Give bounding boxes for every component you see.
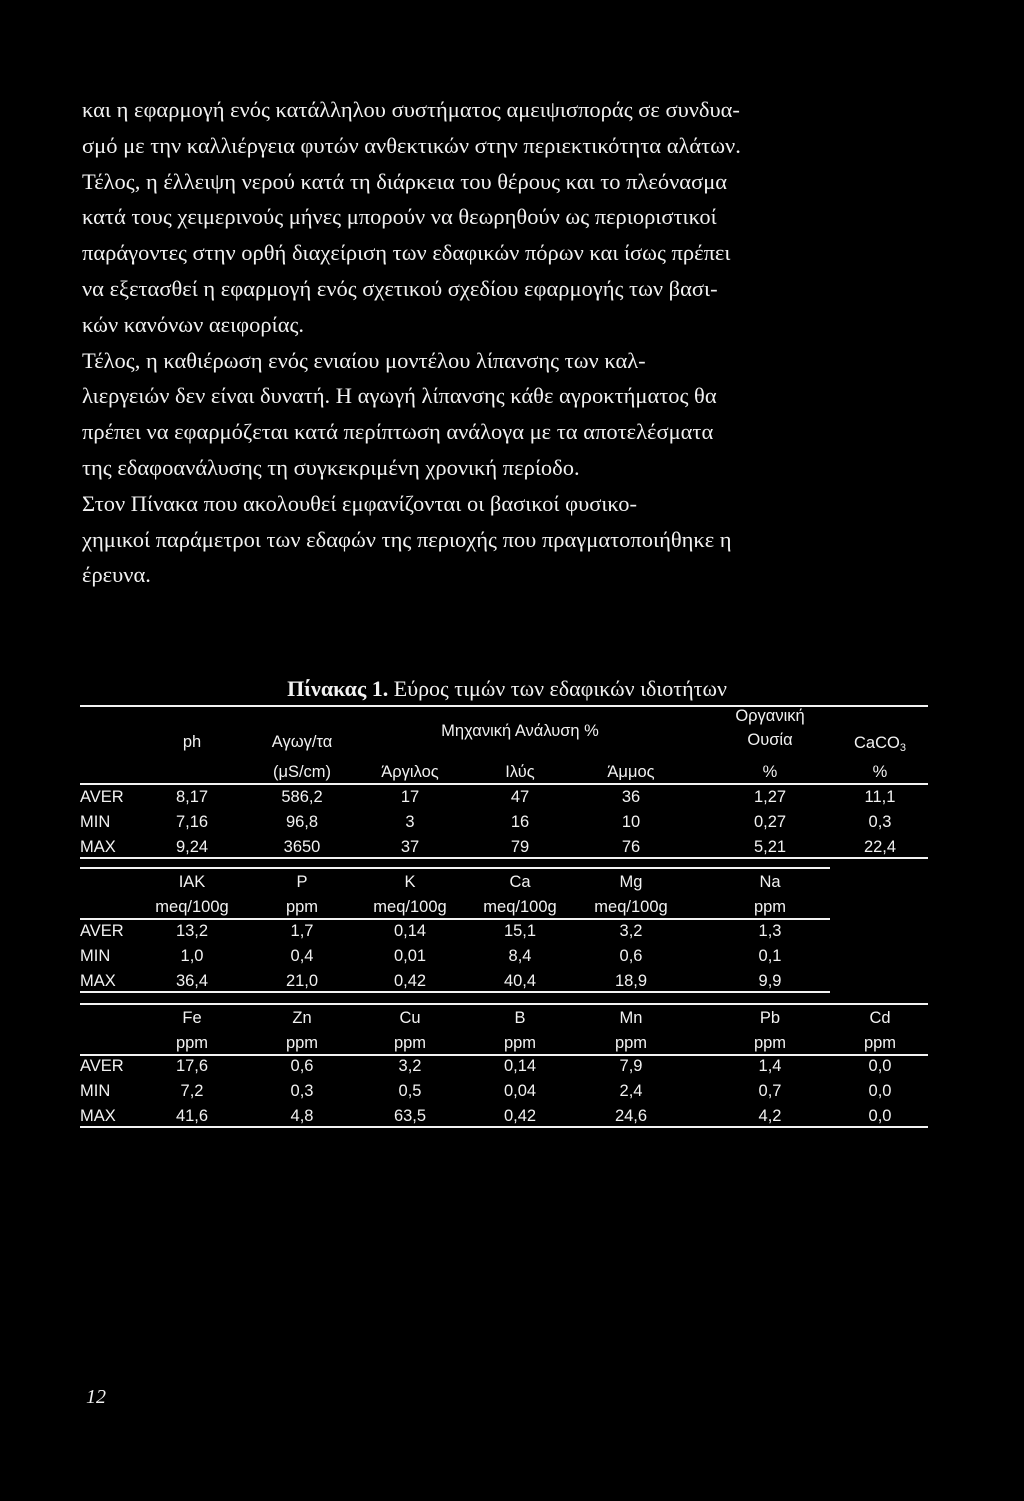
header-element: Mn	[619, 1009, 643, 1027]
table-cell: 586,2	[281, 788, 323, 806]
table-cell: 0,5	[398, 1082, 422, 1100]
table-cell: 1,3	[758, 922, 782, 940]
header-element: Na	[759, 873, 781, 891]
table-cell: 2,4	[619, 1082, 643, 1100]
table-cell: 76	[621, 838, 641, 856]
table-cell: 0,6	[619, 947, 643, 965]
table-cell: 0,27	[753, 813, 787, 831]
table1-bottom-rule	[80, 857, 928, 859]
table2-top-rule	[80, 867, 830, 869]
header-unit: ppm	[753, 898, 787, 916]
table-caption-label: Πίνακας 1.	[287, 676, 389, 701]
header-unit: meq/100g	[483, 898, 557, 916]
table-cell: 47	[510, 788, 530, 806]
table-cell: 0,3	[290, 1082, 314, 1100]
header-element: Mg	[619, 873, 643, 891]
table-cell: 7,16	[175, 813, 209, 831]
table-cell: 11,1	[864, 788, 896, 806]
table-cell: 3,2	[619, 922, 643, 940]
table-cell: 96,8	[285, 813, 319, 831]
header-caco3-sub: 3	[899, 742, 906, 754]
header-unit: meq/100g	[155, 898, 229, 916]
header-element: P	[296, 873, 308, 891]
table-cell: 18,9	[614, 972, 648, 990]
row-label: MAX	[80, 972, 116, 990]
table-cell: 9,9	[758, 972, 782, 990]
table-cell: 13,2	[175, 922, 209, 940]
header-element: Ca	[509, 873, 531, 891]
header-organic-line2: Ουσία	[747, 731, 793, 749]
table-cell: 37	[400, 838, 420, 856]
table-cell: 0,42	[503, 1107, 537, 1125]
table-cell: 7,2	[180, 1082, 204, 1100]
page-number: 12	[86, 1386, 106, 1408]
table-cell: 17	[400, 788, 420, 806]
table-cell: 0,7	[758, 1082, 782, 1100]
table-cell: 4,8	[290, 1107, 314, 1125]
header-caco3	[854, 733, 906, 758]
table-cell: 3	[405, 813, 415, 831]
row-label: MAX	[80, 838, 116, 856]
table-cell: 36	[621, 788, 641, 806]
header-caco3-base: CaCO	[854, 734, 900, 752]
header-unit: meq/100g	[594, 898, 668, 916]
paragraph-2: Τέλος, η καθιέρωση ενός ενιαίου μοντέλου λίπανσης των καλ- λιεργειών δεν είναι δυνατή. Η αγωγή λίπανσης κάθε αγροκτήματος θα πρέπει να εφαρμόζεται κατά περίπτωση ανάλογα με τα αποτελέσματα της εδαφοανάλυσης τη συγκεκριμένη χρονική περίοδο.	[82, 347, 717, 480]
table2-bottom-rule	[80, 991, 830, 993]
table-cell: 0,01	[393, 947, 427, 965]
table-cell: 0,42	[393, 972, 427, 990]
table-cell: 1,7	[290, 922, 314, 940]
header-mechanical-analysis: Μηχανική Ανάλυση %	[441, 722, 599, 740]
header-element: Zn	[292, 1009, 312, 1027]
header-element: B	[514, 1009, 526, 1027]
table1-header-rule	[80, 783, 928, 785]
table-cell: 1,27	[753, 788, 787, 806]
header-unit: ppm	[863, 1034, 897, 1052]
header-unit: ppm	[614, 1034, 648, 1052]
table-cell: 0,1	[758, 947, 782, 965]
table-cell: 9,24	[175, 838, 209, 856]
header-organic-line1: Οργανική	[735, 707, 805, 725]
table-cell: 8,17	[175, 788, 209, 806]
header-unit: ppm	[175, 1034, 209, 1052]
header-unit: ppm	[503, 1034, 537, 1052]
header-unit: ppm	[393, 1034, 427, 1052]
table-cell: 1,4	[758, 1057, 782, 1075]
table-cell: 79	[510, 838, 530, 856]
table2-header-rule	[80, 918, 830, 920]
body-text	[82, 92, 920, 593]
table-cell: 5,21	[753, 838, 787, 856]
table-cell: 0,14	[393, 922, 427, 940]
row-label: MIN	[80, 947, 111, 965]
header-unit: Άργιλος	[381, 763, 439, 781]
row-label: AVER	[80, 1057, 124, 1075]
header-element: K	[404, 873, 416, 891]
header-unit: %	[762, 763, 778, 781]
table-cell: 63,5	[393, 1107, 427, 1125]
header-element: IAK	[178, 873, 206, 891]
table-cell: 24,6	[614, 1107, 648, 1125]
row-label: MIN	[80, 813, 111, 831]
header-element: Fe	[182, 1009, 202, 1027]
header-unit: ppm	[285, 898, 319, 916]
table-cell: 3650	[283, 838, 321, 856]
header-ph: ph	[182, 733, 202, 751]
table-cell: 36,4	[175, 972, 209, 990]
table-cell: 15,1	[503, 922, 537, 940]
table-cell: 17,6	[175, 1057, 209, 1075]
table-cell: 41,6	[175, 1107, 209, 1125]
table3-bottom-rule	[80, 1126, 928, 1128]
header-element: Pb	[759, 1009, 781, 1027]
header-unit: Άμμος	[607, 763, 655, 781]
table-cell: 0,0	[868, 1057, 892, 1075]
table-cell: 21,0	[285, 972, 319, 990]
header-element: Cd	[869, 1009, 891, 1027]
table-cell: 0,4	[290, 947, 314, 965]
table-cell: 0,14	[503, 1057, 537, 1075]
table-cell: 3,2	[398, 1057, 422, 1075]
table-cell: 7,9	[619, 1057, 643, 1075]
header-unit: meq/100g	[373, 898, 447, 916]
header-unit: ppm	[753, 1034, 787, 1052]
table-cell: 0,0	[868, 1107, 892, 1125]
table-cell: 0,3	[868, 813, 892, 831]
table-caption	[82, 675, 932, 703]
header-unit: %	[872, 763, 888, 781]
table-caption-text: Εύρος τιμών των εδαφικών ιδιοτήτων	[388, 676, 727, 701]
header-conductivity: Αγωγ/τα	[271, 733, 333, 751]
table3-top-rule	[80, 1003, 928, 1005]
row-label: AVER	[80, 788, 124, 806]
table-cell: 16	[510, 813, 530, 831]
table-cell: 8,4	[508, 947, 532, 965]
table-cell: 22,4	[863, 838, 897, 856]
row-label: MIN	[80, 1082, 111, 1100]
header-element: Cu	[399, 1009, 421, 1027]
table-cell: 4,2	[758, 1107, 782, 1125]
row-label: AVER	[80, 922, 124, 940]
table-cell: 0,04	[503, 1082, 537, 1100]
table-cell: 0,0	[868, 1082, 892, 1100]
table-cell: 10	[621, 813, 641, 831]
header-unit: (μS/cm)	[272, 763, 332, 781]
header-unit: ppm	[285, 1034, 319, 1052]
header-unit: Ιλύς	[505, 763, 535, 781]
table-cell: 40,4	[503, 972, 537, 990]
table-cell: 1,0	[180, 947, 204, 965]
paragraph-1: και η εφαρμογή ενός κατάλληλου συστήματος αμειψισποράς σε συνδυα- σμό με την καλλιέργεια φυτών ανθεκτικών στην περιεκτικότητα αλάτων. Τέλος, η έλλειψη νερού κατά τη διάρκεια του θέρους και το πλεόνασμα κατά τους χειμερινούς μήνες μπορούν να θεωρηθούν ως περιοριστικοί παράγοντες στην ορθή διαχείριση των εδαφικών πόρων και ίσως πρέπει να εξετασθεί η εφαρμογή ενός σχετικού σχεδίου εφαρμογής των βασι- κών κανόνων αειφορίας.	[82, 97, 741, 337]
row-label: MAX	[80, 1107, 116, 1125]
table-cell: 0,6	[290, 1057, 314, 1075]
paragraph-3: Στον Πίνακα που ακολουθεί εμφανίζονται οι βασικοί φυσικο- χημικοί παράμετροι των εδαφών της περιοχής που πραγματοποιήθηκε η έρευνα.	[82, 490, 732, 588]
